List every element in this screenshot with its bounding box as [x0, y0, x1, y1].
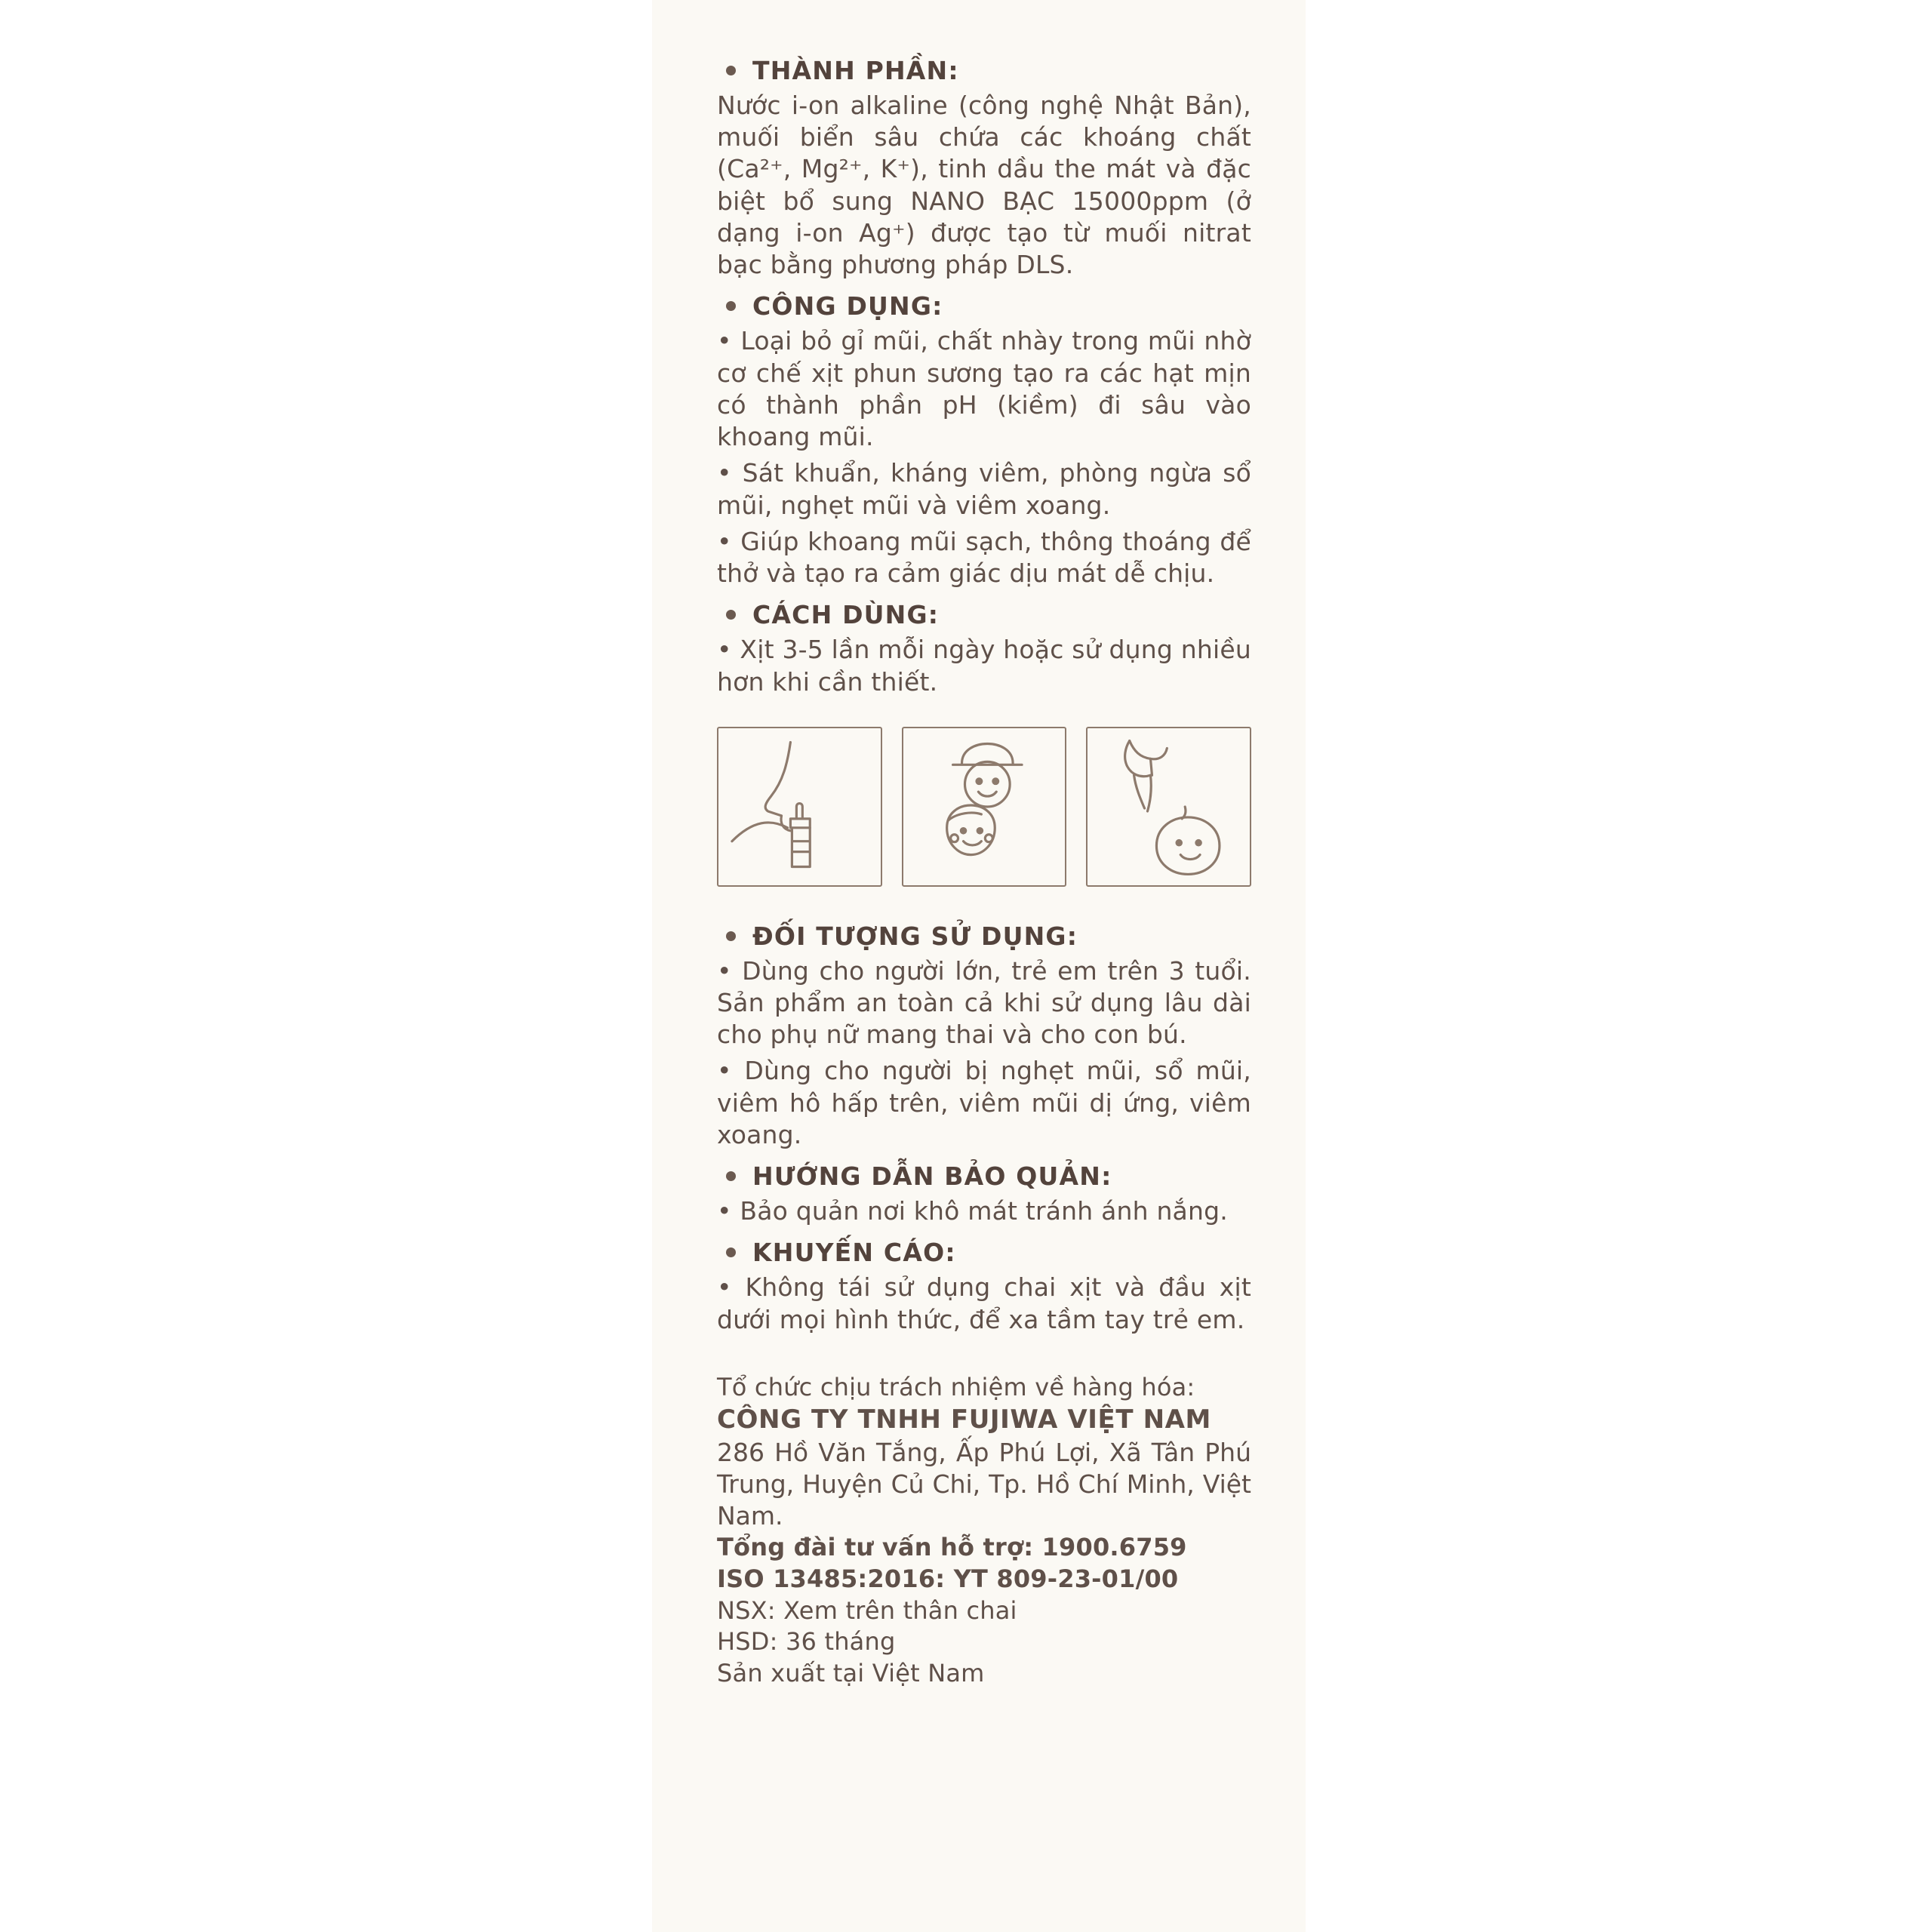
- responsible-party-label: Tổ chức chịu trách nhiệm về hàng hóa:: [717, 1372, 1195, 1401]
- section-heading-ingredients: [726, 56, 1251, 85]
- directions-item: • Xịt 3-5 lần mỗi ngày hoặc sử dụng nhiều hơn khi cần thiết.: [717, 635, 1251, 697]
- target-users-item: • Dùng cho người lớn, trẻ em trên 3 tuổi. Sản phẩm an toàn cả khi sử dụng lâu dài cho phụ nữ mang thai và cho con bú.: [717, 955, 1251, 1050]
- expiry: HSD: 36 tháng: [717, 1627, 896, 1657]
- uses-item: • Loại bỏ gỉ mũi, chất nhày trong mũi nhờ cơ chế xịt phun sương tạo ra các hạt mịn có thành phần pH (kiềm) đi sâu vào khoang mũi.: [717, 326, 1251, 452]
- spray-on-baby-icon: [1086, 727, 1251, 887]
- nose-spray-icon: [717, 727, 882, 887]
- target-users-item: • Dùng cho người bị nghẹt mũi, sổ mũi, viêm hô hấp trên, viêm mũi dị ứng, viêm xoang.: [717, 1056, 1251, 1149]
- manufacturer-block: [717, 1372, 1251, 1689]
- bullet-dot-icon: [726, 931, 736, 941]
- label-content: [717, 56, 1251, 1689]
- ingredients-body: Nước i-on alkaline (công nghệ Nhật Bản), muối biển sâu chứa các khoáng chất (Ca²⁺, Mg²⁺, K⁺), tinh dầu the mát và đặc biệt bổ sung NANO BẠC 15000ppm (ở dạng i-on Ag⁺) được tạo từ muối nitrat bạc bằng phương pháp DLS.: [717, 91, 1251, 280]
- origin: Sản xuất tại Việt Nam: [717, 1658, 985, 1687]
- section-heading-uses: [726, 291, 1251, 321]
- storage-item: • Bảo quản nơi khô mát tránh ánh nắng.: [717, 1196, 1228, 1226]
- section-heading-target-users: [726, 921, 1251, 951]
- section-heading-label: THÀNH PHẦN:: [752, 56, 959, 85]
- product-label-panel: [652, 0, 1306, 1932]
- bullet-dot-icon: [726, 66, 736, 75]
- adult-and-child-icon: [902, 727, 1067, 887]
- section-heading-label: KHUYẾN CÁO:: [752, 1238, 956, 1268]
- section-heading-warning: [726, 1238, 1251, 1267]
- iso-certificate: ISO 13485:2016: YT 809-23-01/00: [717, 1564, 1179, 1593]
- manufacture-date: NSX: Xem trên thân chai: [717, 1595, 1017, 1625]
- bullet-dot-icon: [726, 1171, 736, 1181]
- section-heading-directions: [726, 600, 1251, 629]
- section-heading-label: CÁCH DÙNG:: [752, 600, 940, 630]
- section-heading-label: CÔNG DỤNG:: [752, 291, 943, 321]
- bullet-dot-icon: [726, 610, 736, 620]
- section-heading-storage: [726, 1161, 1251, 1191]
- warning-item: • Không tái sử dụng chai xịt và đầu xịt dưới mọi hình thức, để xa tầm tay trẻ em.: [717, 1272, 1251, 1334]
- section-heading-label: ĐỐI TƯỢNG SỬ DỤNG:: [752, 921, 1078, 951]
- hotline: Tổng đài tư vấn hỗ trợ: 1900.6759: [717, 1533, 1187, 1562]
- section-heading-label: HƯỚNG DẪN BẢO QUẢN:: [752, 1161, 1112, 1192]
- company-address: 286 Hồ Văn Tắng, Ấp Phú Lợi, Xã Tân Phú Trung, Huyện Củ Chi, Tp. Hồ Chí Minh, Việt Nam.: [717, 1437, 1251, 1531]
- company-name: CÔNG TY TNHH FUJIWA VIỆT NAM: [717, 1404, 1211, 1435]
- bullet-dot-icon: [726, 301, 736, 311]
- uses-item: • Giúp khoang mũi sạch, thông thoáng để thở và tạo ra cảm giác dịu mát dễ chịu.: [717, 526, 1251, 589]
- uses-item: • Sát khuẩn, kháng viêm, phòng ngừa sổ mũi, nghẹt mũi và viêm xoang.: [717, 458, 1251, 520]
- usage-icon-row: [717, 727, 1251, 887]
- bullet-dot-icon: [726, 1247, 736, 1257]
